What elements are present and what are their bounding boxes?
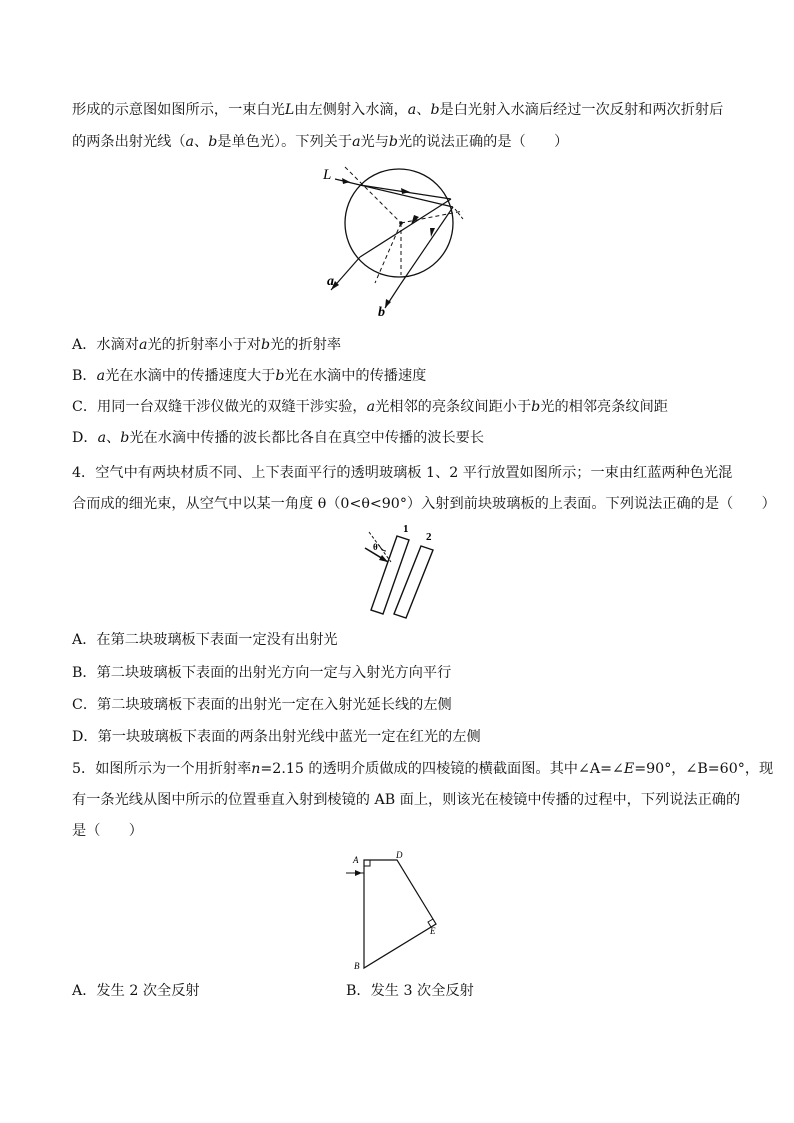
label-D: D (396, 850, 403, 860)
q3-option-c: C．用同一台双缝干涉仪做光的双缝干涉实验，a光相邻的亮条纹间距小于b光的相邻亮条纹间距 (72, 399, 668, 415)
theta-arc (379, 545, 386, 551)
label-A: A (353, 855, 359, 865)
water-droplet-figure (315, 165, 480, 320)
q4-stem-line2: 合而成的细光束，从空气中以某一角度 θ（0<θ<90°）入射到前块玻璃板的上表面。下列说法正确的是（ ） (72, 496, 776, 512)
reflected-ray-b (400, 207, 453, 285)
droplet-center (399, 221, 403, 225)
incident-ray-arrowhead (355, 870, 362, 876)
q4-option-b: B．第二块玻璃板下表面的出射光方向一定与入射光方向平行 (72, 665, 452, 681)
q5-stem-line1: 5．如图所示为一个用折射率n=2.15 的透明介质做成的四棱镜的横截面图。其中∠A=∠E=90°，∠B=60°，现 (72, 761, 774, 777)
q3-stem-line1: 形成的示意图如图所示，一束白光L由左侧射入水滴，a、b是白光射入水滴后经过一次反射和两次折射后 (72, 102, 724, 118)
right-angle-mark-A (364, 860, 370, 866)
q3-option-a: A．水滴对a光的折射率小于对b光的折射率 (72, 337, 342, 353)
q4-option-d: D．第一块玻璃板下表面的两条出射光线中蓝光一定在红光的左侧 (72, 729, 481, 745)
label-theta: θ (373, 542, 378, 552)
q3-stem-line2: 的两条出射光线（a、b是单色光）。下列关于a光与b光的说法正确的是（ ） (72, 134, 569, 150)
q5-option-b: B．发生 3 次全反射 (346, 983, 474, 999)
normal-line-3 (375, 223, 401, 283)
label-B: B (354, 961, 360, 971)
q5-option-a: A．发生 2 次全反射 (72, 983, 200, 999)
q5-stem-line2: 有一条光线从图中所示的位置垂直入射到棱镜的 AB 面上，则该光在棱镜中传播的过程中，下列说法正确的 (72, 792, 741, 808)
ray-inside-1 (360, 185, 453, 207)
normal-line-5 (455, 209, 463, 219)
label-E: E (430, 926, 436, 936)
q4-option-a: A．在第二块玻璃板下表面一定没有出射光 (72, 632, 338, 648)
label-b: b (378, 305, 385, 320)
label-plate-2: 2 (426, 531, 432, 543)
incident-arrowhead (342, 178, 350, 184)
q5-stem-line3: 是（ ） (72, 823, 143, 839)
label-a: a (327, 274, 334, 289)
prism-figure (340, 848, 445, 973)
normal-line-2 (401, 211, 463, 223)
q4-option-c: C．第二块玻璃板下表面的出射光一定在入射光延长线的左侧 (72, 697, 452, 713)
glass-plates-figure (355, 518, 450, 623)
reflected-ray-a (360, 199, 451, 257)
q3-option-d: D．a、b光在水滴中传播的波长都比各自在真空中传播的波长要长 (72, 430, 485, 446)
q4-stem-line1: 4．空气中有两块材质不同、上下表面平行的透明玻璃板 1、2 平行放置如图所示；一束由红蓝两种色光混 (72, 465, 733, 481)
q3-option-b: B．a光在水滴中的传播速度大于b光在水滴中的传播速度 (72, 368, 427, 384)
glass-plate-2 (394, 546, 433, 618)
incident-beam-arrowhead (379, 555, 388, 562)
prism-outline (364, 860, 436, 968)
label-L: L (323, 167, 332, 183)
inside-arrowhead-1 (401, 188, 410, 194)
label-plate-1: 1 (403, 523, 409, 535)
